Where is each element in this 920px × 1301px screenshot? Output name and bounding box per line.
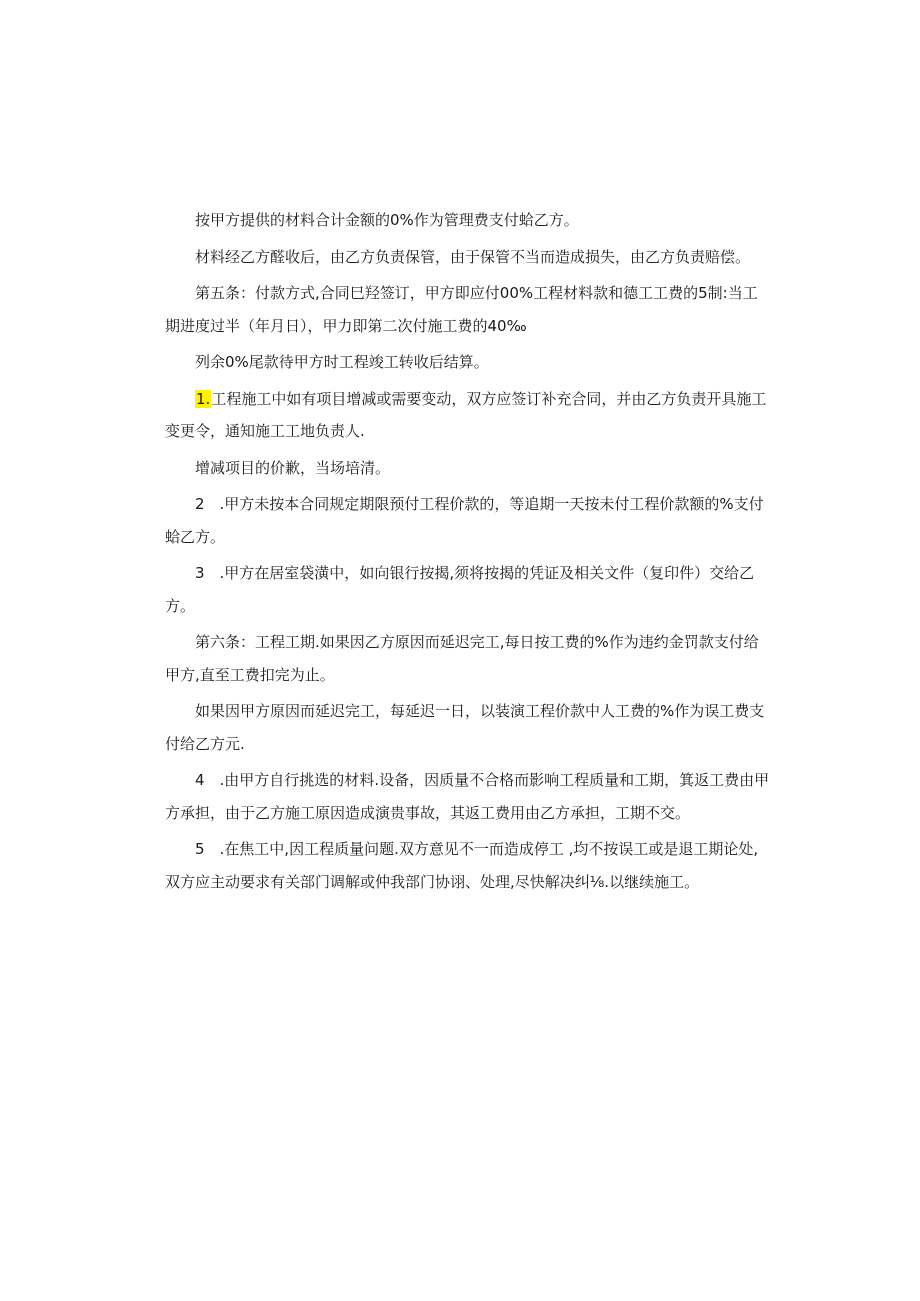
paragraph-final-payment: 列余0%尾款待甲方时工程竣工转收后结算。 (195, 353, 489, 371)
paragraph-delay-compensation: 如果因甲方原因而延迟完工，每延迟一日，以装演工程价款中人工费的%作为误工费支付给乙方元. (165, 702, 765, 753)
contract-text-body (165, 204, 771, 898)
paragraph-item-2: 2 .甲方未按本合同规定期限预付工程价款的，等追期一天按未付工程价款额的%支付蛤乙方。 (165, 495, 764, 546)
highlighted-number: 1. (196, 389, 211, 408)
paragraph-item-1 (165, 383, 771, 448)
paragraph-management-fee: 按甲方提供的材料合计金额的0%作为管理费支付蛤乙方。 (195, 211, 579, 229)
paragraph-item-1-text: 工程施工中如有项目增减或需要变动，双方应签订补充合同，并由乙方负责开具施工变更令，通知施工工地负责人. (165, 389, 767, 440)
paragraph-material-custody: 材料经乙方醛收后，由乙方负责保管，由于保管不当而造成损失，由乙方负责赔偿。 (195, 247, 751, 266)
paragraph-article-five-payment: 第五条：付款方式,合同巳羟签订，甲方即应付00%工程材料款和德工工费的5制:当工期进度过半（年月日），甲力即第二次付施工费的40‰ (165, 284, 758, 335)
paragraph-item-3: 3 .甲方在居室袋潢中，如向银行按揭,须将按揭的凭证及相关文件（复印件）交给乙方。 (165, 564, 755, 615)
paragraph-item-4: 4 .由甲方自行挑选的材料.设备，因质量不合格而影响工程质量和工期，箕返工费由甲方承担，由于乙方施工原因造成演贵事故，其返工费用由乙方承担，工期不交。 (165, 771, 770, 822)
paragraph-article-six-schedule: 第六条：工程工期.如果因乙方原因而延迟完工,每日按工费的%作为违约金罚款支付给甲方,直至工费扣完为止。 (165, 633, 759, 684)
paragraph-item-5: 5 .在焦工中,因工程质量问题.双方意见不一而造成停工 ,均不按误工或是退工期论处,双方应主动要求有关部门调解或仲我部门协诩、处理,尽快解决纠⅛.以继续施工。 (165, 840, 759, 891)
paragraph-price-settlement: 增减项目的价歉，当场培清。 (195, 458, 391, 477)
